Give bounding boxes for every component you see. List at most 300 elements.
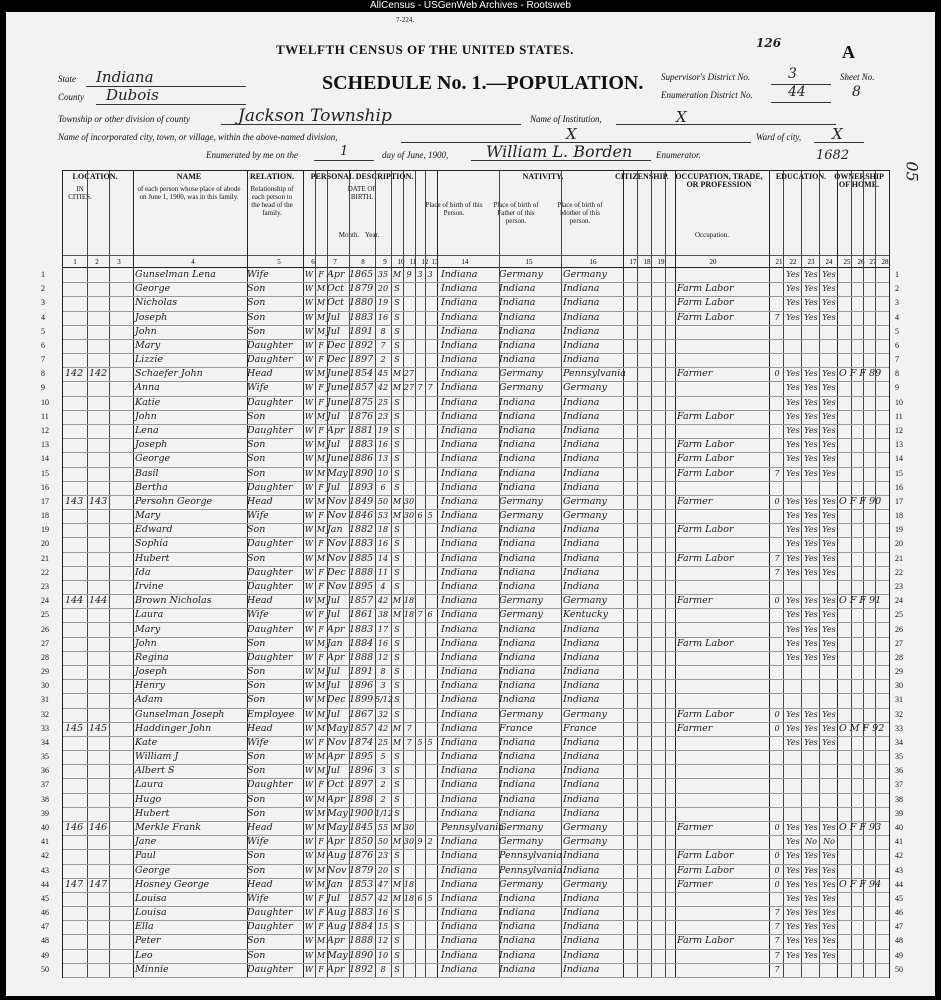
header-in-cities: IN CITIES. (68, 185, 92, 201)
cell-read (785, 764, 801, 778)
cell-english: No (823, 837, 835, 847)
cell-years-married (403, 339, 415, 353)
table-row (41, 793, 903, 808)
viewer-title: AllCensus - USGenWeb Archives - Rootsweb (369, 0, 571, 11)
cell-birth: Indiana (441, 708, 478, 720)
cell-english: Yes (822, 596, 836, 606)
cell-english: Yes (822, 723, 836, 733)
cell-relation: Son (247, 467, 266, 479)
cell-english (821, 679, 837, 693)
cell-occupation (677, 793, 767, 807)
cell-month: Nov (327, 495, 347, 507)
cell-mother: Germany (563, 708, 607, 720)
cell-name: Edward (135, 524, 173, 536)
cell-own: O F F 91 (839, 595, 882, 607)
cell-occupation (677, 679, 767, 693)
cell-family (89, 623, 109, 637)
cell-mother: Indiana (563, 736, 600, 748)
cell-living (425, 410, 435, 424)
cell-mother: Germany (563, 878, 607, 890)
cell-living: 2 (427, 837, 433, 847)
cell-sex: F (318, 397, 324, 407)
line-number: 36 (41, 766, 49, 776)
cell-living (425, 452, 435, 466)
cell-month: Nov (327, 538, 347, 550)
cell-school (771, 637, 783, 651)
cell-own (839, 750, 889, 764)
cell-father: Germany (499, 708, 543, 720)
cell-mother: Indiana (563, 439, 600, 451)
cell-own (839, 849, 889, 863)
cell-mother: Indiana (563, 666, 600, 678)
cell-sex: M (316, 766, 326, 776)
cell-occupation: Farmer (677, 722, 713, 734)
cell-own (839, 566, 889, 580)
table-row (41, 750, 903, 765)
cell-name: Brown Nicholas (135, 595, 212, 607)
cell-dwelling (65, 920, 87, 934)
cell-english: Yes (822, 865, 836, 875)
cell-english (821, 764, 837, 778)
cell-month: Jul (327, 325, 340, 337)
cell-color: W (304, 511, 314, 521)
cell-mother: Indiana (563, 651, 600, 663)
cell-own: O F F 93 (839, 822, 882, 834)
cell-write (803, 778, 819, 792)
cell-read: Yes (786, 539, 800, 549)
cell-year: 1880 (349, 297, 374, 309)
column-number: 13 (431, 258, 439, 266)
cell-marital: S (394, 681, 400, 691)
cell-age: 12 (377, 936, 389, 946)
cell-name: Ida (135, 566, 151, 578)
cell-write: Yes (804, 610, 818, 620)
cell-mother: Indiana (563, 354, 600, 366)
line-number-right: 1 (895, 270, 899, 279)
cell-school (771, 778, 783, 792)
line-number-right: 25 (895, 610, 903, 620)
cell-school (771, 807, 783, 821)
institution-value: X (676, 108, 687, 126)
cell-age: 18 (377, 525, 389, 535)
cell-sex: M (316, 723, 326, 733)
column-number: 7 (333, 258, 337, 266)
cell-year: 1895 (349, 580, 374, 592)
cell-father: Germany (499, 269, 543, 280)
cell-marital: S (394, 355, 400, 365)
cell-dwelling: 142 (65, 368, 84, 380)
cell-school (771, 523, 783, 537)
cell-family (89, 523, 109, 537)
cell-name: John (135, 410, 157, 422)
column-number: 23 (807, 258, 815, 266)
cell-color: W (304, 638, 314, 648)
line-number: 29 (41, 667, 49, 677)
line-number-right: 21 (895, 553, 903, 563)
cell-family (89, 537, 109, 551)
cell-name: Merkle Frank (135, 822, 201, 834)
column-number: 20 (709, 258, 717, 266)
cell-children (415, 864, 425, 878)
cell-read: Yes (786, 851, 800, 861)
line-number-right: 33 (895, 723, 903, 733)
cell-occupation (677, 963, 767, 977)
cell-year: 1900 (349, 807, 374, 819)
cell-occupation: Farm Labor (677, 850, 734, 862)
cell-year: 1899 (349, 694, 374, 706)
cell-month: Jul (327, 410, 340, 422)
cell-month: Dec (327, 694, 346, 706)
cell-write: Yes (804, 879, 818, 889)
cell-year: 1892 (349, 963, 374, 975)
cell-father: Indiana (499, 892, 536, 904)
cell-occupation (677, 949, 767, 963)
cell-family (89, 424, 109, 438)
cell-birth: Indiana (441, 595, 478, 607)
cell-relation: Son (247, 751, 266, 763)
page-letter: A (842, 42, 855, 62)
cell-own (839, 509, 889, 523)
cell-school: 7 (774, 950, 780, 960)
table-row (41, 651, 903, 666)
cell-year: 1874 (349, 736, 374, 748)
cell-occupation: Farm Labor (677, 552, 734, 564)
cell-sex: F (318, 837, 324, 847)
line-number-right: 10 (895, 397, 903, 407)
cell-write: Yes (804, 936, 818, 946)
cell-school: 7 (774, 553, 780, 563)
line-number-right: 7 (895, 355, 899, 365)
cell-month: June (327, 368, 349, 380)
cell-dwelling (65, 651, 87, 665)
cell-month: Aug (327, 921, 347, 933)
cell-year: 1853 (349, 878, 374, 890)
line-number: 9 (41, 383, 45, 393)
cell-marital: S (394, 964, 400, 974)
cell-marital: S (394, 667, 400, 677)
supervisor-label: Supervisor's District No. (661, 72, 751, 82)
cell-living: 5 (427, 511, 433, 521)
cell-relation: Head (247, 722, 273, 734)
line-number: 8 (41, 369, 45, 379)
cell-children (415, 594, 425, 608)
cell-english: Yes (822, 567, 836, 577)
cell-own (839, 580, 889, 594)
table-row (41, 367, 899, 382)
cell-name: Paul (135, 850, 156, 862)
cell-marital: S (394, 553, 400, 563)
cell-living (425, 949, 435, 963)
cell-year: 1876 (349, 410, 374, 422)
cell-birth: Indiana (441, 907, 478, 919)
cell-month: May (327, 949, 348, 961)
cell-father: Indiana (499, 807, 536, 819)
cell-mother: Indiana (563, 779, 600, 791)
cell-own (839, 778, 889, 792)
cell-sex: M (316, 936, 326, 946)
cell-living (425, 793, 435, 807)
cell-dwelling (65, 736, 87, 750)
cell-family (89, 580, 109, 594)
cell-dwelling (65, 481, 87, 495)
cell-month: Jul (327, 892, 340, 904)
cell-school (771, 537, 783, 551)
cell-english: Yes (822, 468, 836, 478)
stamp-number: 1682 (816, 148, 850, 163)
cell-read: Yes (786, 468, 800, 478)
census-title: TWELFTH CENSUS OF THE UNITED STATES. (276, 42, 574, 57)
cell-living (425, 920, 435, 934)
cell-age: 4 (380, 581, 386, 591)
cell-year: 1854 (349, 368, 374, 380)
cell-children (415, 438, 425, 452)
cell-relation: Daughter (247, 396, 293, 408)
cell-birth: Indiana (441, 396, 478, 408)
cell-dwelling (65, 892, 87, 906)
cell-years-married: 30 (403, 511, 415, 521)
cell-father: Indiana (499, 439, 536, 451)
cell-own (839, 764, 889, 778)
line-number: 16 (41, 482, 49, 492)
cell-living (425, 396, 435, 410)
cell-dwelling: 143 (65, 495, 84, 507)
cell-write: Yes (804, 865, 818, 875)
cell-color: W (304, 681, 314, 691)
cell-month: May (327, 722, 348, 734)
cell-own (839, 807, 889, 821)
cell-family (89, 396, 109, 410)
cell-children (415, 353, 425, 367)
table-row (41, 849, 903, 864)
cell-write: Yes (804, 298, 818, 308)
cell-read (785, 750, 801, 764)
cell-english: Yes (822, 312, 836, 322)
cell-read: Yes (786, 638, 800, 648)
cell-name: George (135, 453, 171, 465)
cell-marital: S (394, 411, 400, 421)
cell-mother: Indiana (563, 325, 600, 337)
cell-relation: Wife (247, 510, 269, 522)
cell-read: Yes (786, 596, 800, 606)
cell-english: Yes (822, 624, 836, 634)
cell-school (771, 410, 783, 424)
cell-month: Jul (327, 609, 340, 621)
cell-family (89, 906, 109, 920)
cell-age: 16 (377, 638, 389, 648)
supervisor-value: 3 (788, 66, 797, 82)
schedule-title: SCHEDULE No. 1.—POPULATION. (322, 72, 644, 94)
cell-name: Laura (135, 779, 164, 791)
cell-school (771, 296, 783, 310)
cell-sex: M (316, 596, 326, 606)
cell-age: 11 (377, 567, 389, 577)
cell-occupation (677, 396, 767, 410)
line-number-right: 36 (895, 766, 903, 776)
enumerator-name: William L. Borden (486, 142, 633, 161)
cell-age: 14 (377, 553, 389, 563)
cell-age: 16 (377, 312, 389, 322)
cell-name: Laura (135, 609, 164, 621)
cell-occupation: Farmer (677, 595, 713, 607)
cell-years-married (403, 963, 415, 977)
cell-birth: Indiana (441, 552, 478, 564)
cell-english (821, 353, 837, 367)
cell-father: Indiana (499, 396, 536, 408)
cell-write: Yes (804, 511, 818, 521)
cell-family (89, 864, 109, 878)
cell-dwelling: 147 (65, 878, 84, 890)
table-row (41, 396, 903, 411)
cell-month: Dec (327, 339, 346, 351)
cell-mother: France (563, 722, 597, 734)
city-value: X (566, 125, 577, 143)
cell-family (89, 651, 109, 665)
cell-living: 5 (427, 893, 433, 903)
cell-birth: Indiana (441, 311, 478, 323)
column-number: 27 (869, 258, 877, 266)
cell-occupation (677, 693, 767, 707)
cell-relation: Son (247, 297, 266, 309)
cell-years-married: 18 (403, 596, 415, 606)
cell-dwelling (65, 949, 87, 963)
cell-year: 1896 (349, 765, 374, 777)
cell-birth: Indiana (441, 467, 478, 479)
cell-mother: Indiana (563, 680, 600, 692)
cell-school: 7 (774, 468, 780, 478)
line-number-right: 9 (895, 383, 899, 393)
cell-write (803, 693, 819, 707)
cell-living (425, 623, 435, 637)
cell-occupation (677, 339, 767, 353)
cell-read: Yes (786, 397, 800, 407)
cell-age: 42 (377, 383, 389, 393)
cell-relation: Son (247, 694, 266, 706)
cell-school (771, 353, 783, 367)
cell-relation: Son (247, 524, 266, 536)
cell-children (415, 665, 425, 679)
cell-dwelling (65, 311, 87, 325)
cell-years-married: 18 (403, 893, 415, 903)
cell-year: 1883 (349, 623, 374, 635)
cell-read (785, 679, 801, 693)
cell-children (415, 367, 425, 381)
cell-year: 1879 (349, 864, 374, 876)
cell-family (89, 949, 109, 963)
cell-father: Indiana (499, 481, 536, 493)
cell-english: Yes (822, 553, 836, 563)
cell-write: No (805, 837, 817, 847)
cell-mother: Indiana (563, 907, 600, 919)
enumerated-day: 1 (340, 144, 349, 159)
cell-mother: Indiana (563, 921, 600, 933)
line-number-right: 27 (895, 638, 903, 648)
cell-relation: Head (247, 368, 273, 380)
cell-mother: Indiana (563, 538, 600, 550)
table-row (41, 452, 903, 467)
header-birth: DATE OF BIRTH. (347, 185, 377, 201)
cell-relation: Daughter (247, 921, 293, 933)
cell-years-married (403, 467, 415, 481)
table-row (41, 353, 899, 368)
cell-relation: Daughter (247, 651, 293, 663)
cell-english: Yes (822, 496, 836, 506)
cell-living: 6 (427, 610, 433, 620)
cell-dwelling (65, 296, 87, 310)
line-number-right: 18 (895, 511, 903, 521)
cell-dwelling (65, 637, 87, 651)
cell-years-married (403, 849, 415, 863)
cell-birth: Indiana (441, 935, 478, 947)
cell-living (425, 821, 435, 835)
cell-own (839, 934, 889, 948)
cell-name: George (135, 864, 171, 876)
cell-school (771, 793, 783, 807)
cell-sex: F (318, 908, 324, 918)
cell-relation: Son (247, 283, 266, 295)
cell-mother: Indiana (563, 765, 600, 777)
line-number: 28 (41, 652, 49, 662)
line-number: 11 (41, 411, 49, 421)
cell-living (425, 864, 435, 878)
cell-relation: Wife (247, 382, 269, 394)
cell-living (425, 552, 435, 566)
line-number: 40 (41, 823, 49, 833)
cell-english: Yes (822, 525, 836, 535)
table-row (41, 509, 903, 524)
cell-father: Indiana (499, 694, 536, 706)
cell-english: Yes (822, 893, 836, 903)
cell-write: Yes (804, 737, 818, 747)
cell-children (415, 906, 425, 920)
cell-english: Yes (822, 298, 836, 308)
cell-month: Jul (327, 311, 340, 323)
cell-write: Yes (804, 539, 818, 549)
cell-children (415, 495, 425, 509)
cell-family (89, 736, 109, 750)
cell-children (415, 523, 425, 537)
cell-school (771, 608, 783, 622)
header-name-desc: of each person whose place of abode on June 1, 1900, was in this family. (137, 185, 241, 201)
cell-month: Apr (327, 424, 345, 436)
cell-month: Dec (327, 566, 346, 578)
line-number-right: 50 (895, 964, 903, 974)
cell-family (89, 849, 109, 863)
cell-color: W (304, 567, 314, 577)
table-row (41, 311, 899, 326)
cell-sex: M (316, 709, 326, 719)
line-number: 42 (41, 851, 49, 861)
cell-month: Apr (327, 836, 345, 848)
cell-mother: Indiana (563, 424, 600, 436)
line-number: 45 (41, 893, 49, 903)
cell-month: Oct (327, 779, 344, 791)
line-number-right: 6 (895, 340, 899, 350)
cell-living (425, 594, 435, 608)
cell-year: 1867 (349, 708, 374, 720)
column-number: 5 (277, 258, 281, 266)
line-number: 3 (41, 298, 45, 308)
cell-read: Yes (786, 270, 800, 279)
cell-years-married (403, 325, 415, 339)
cell-sex: F (318, 270, 324, 279)
cell-marital: S (394, 397, 400, 407)
cell-own (839, 424, 889, 438)
cell-birth: Indiana (441, 566, 478, 578)
line-number: 31 (41, 695, 49, 705)
line-number-right: 34 (895, 737, 903, 747)
cell-read: Yes (786, 823, 800, 833)
line-number: 25 (41, 610, 49, 620)
